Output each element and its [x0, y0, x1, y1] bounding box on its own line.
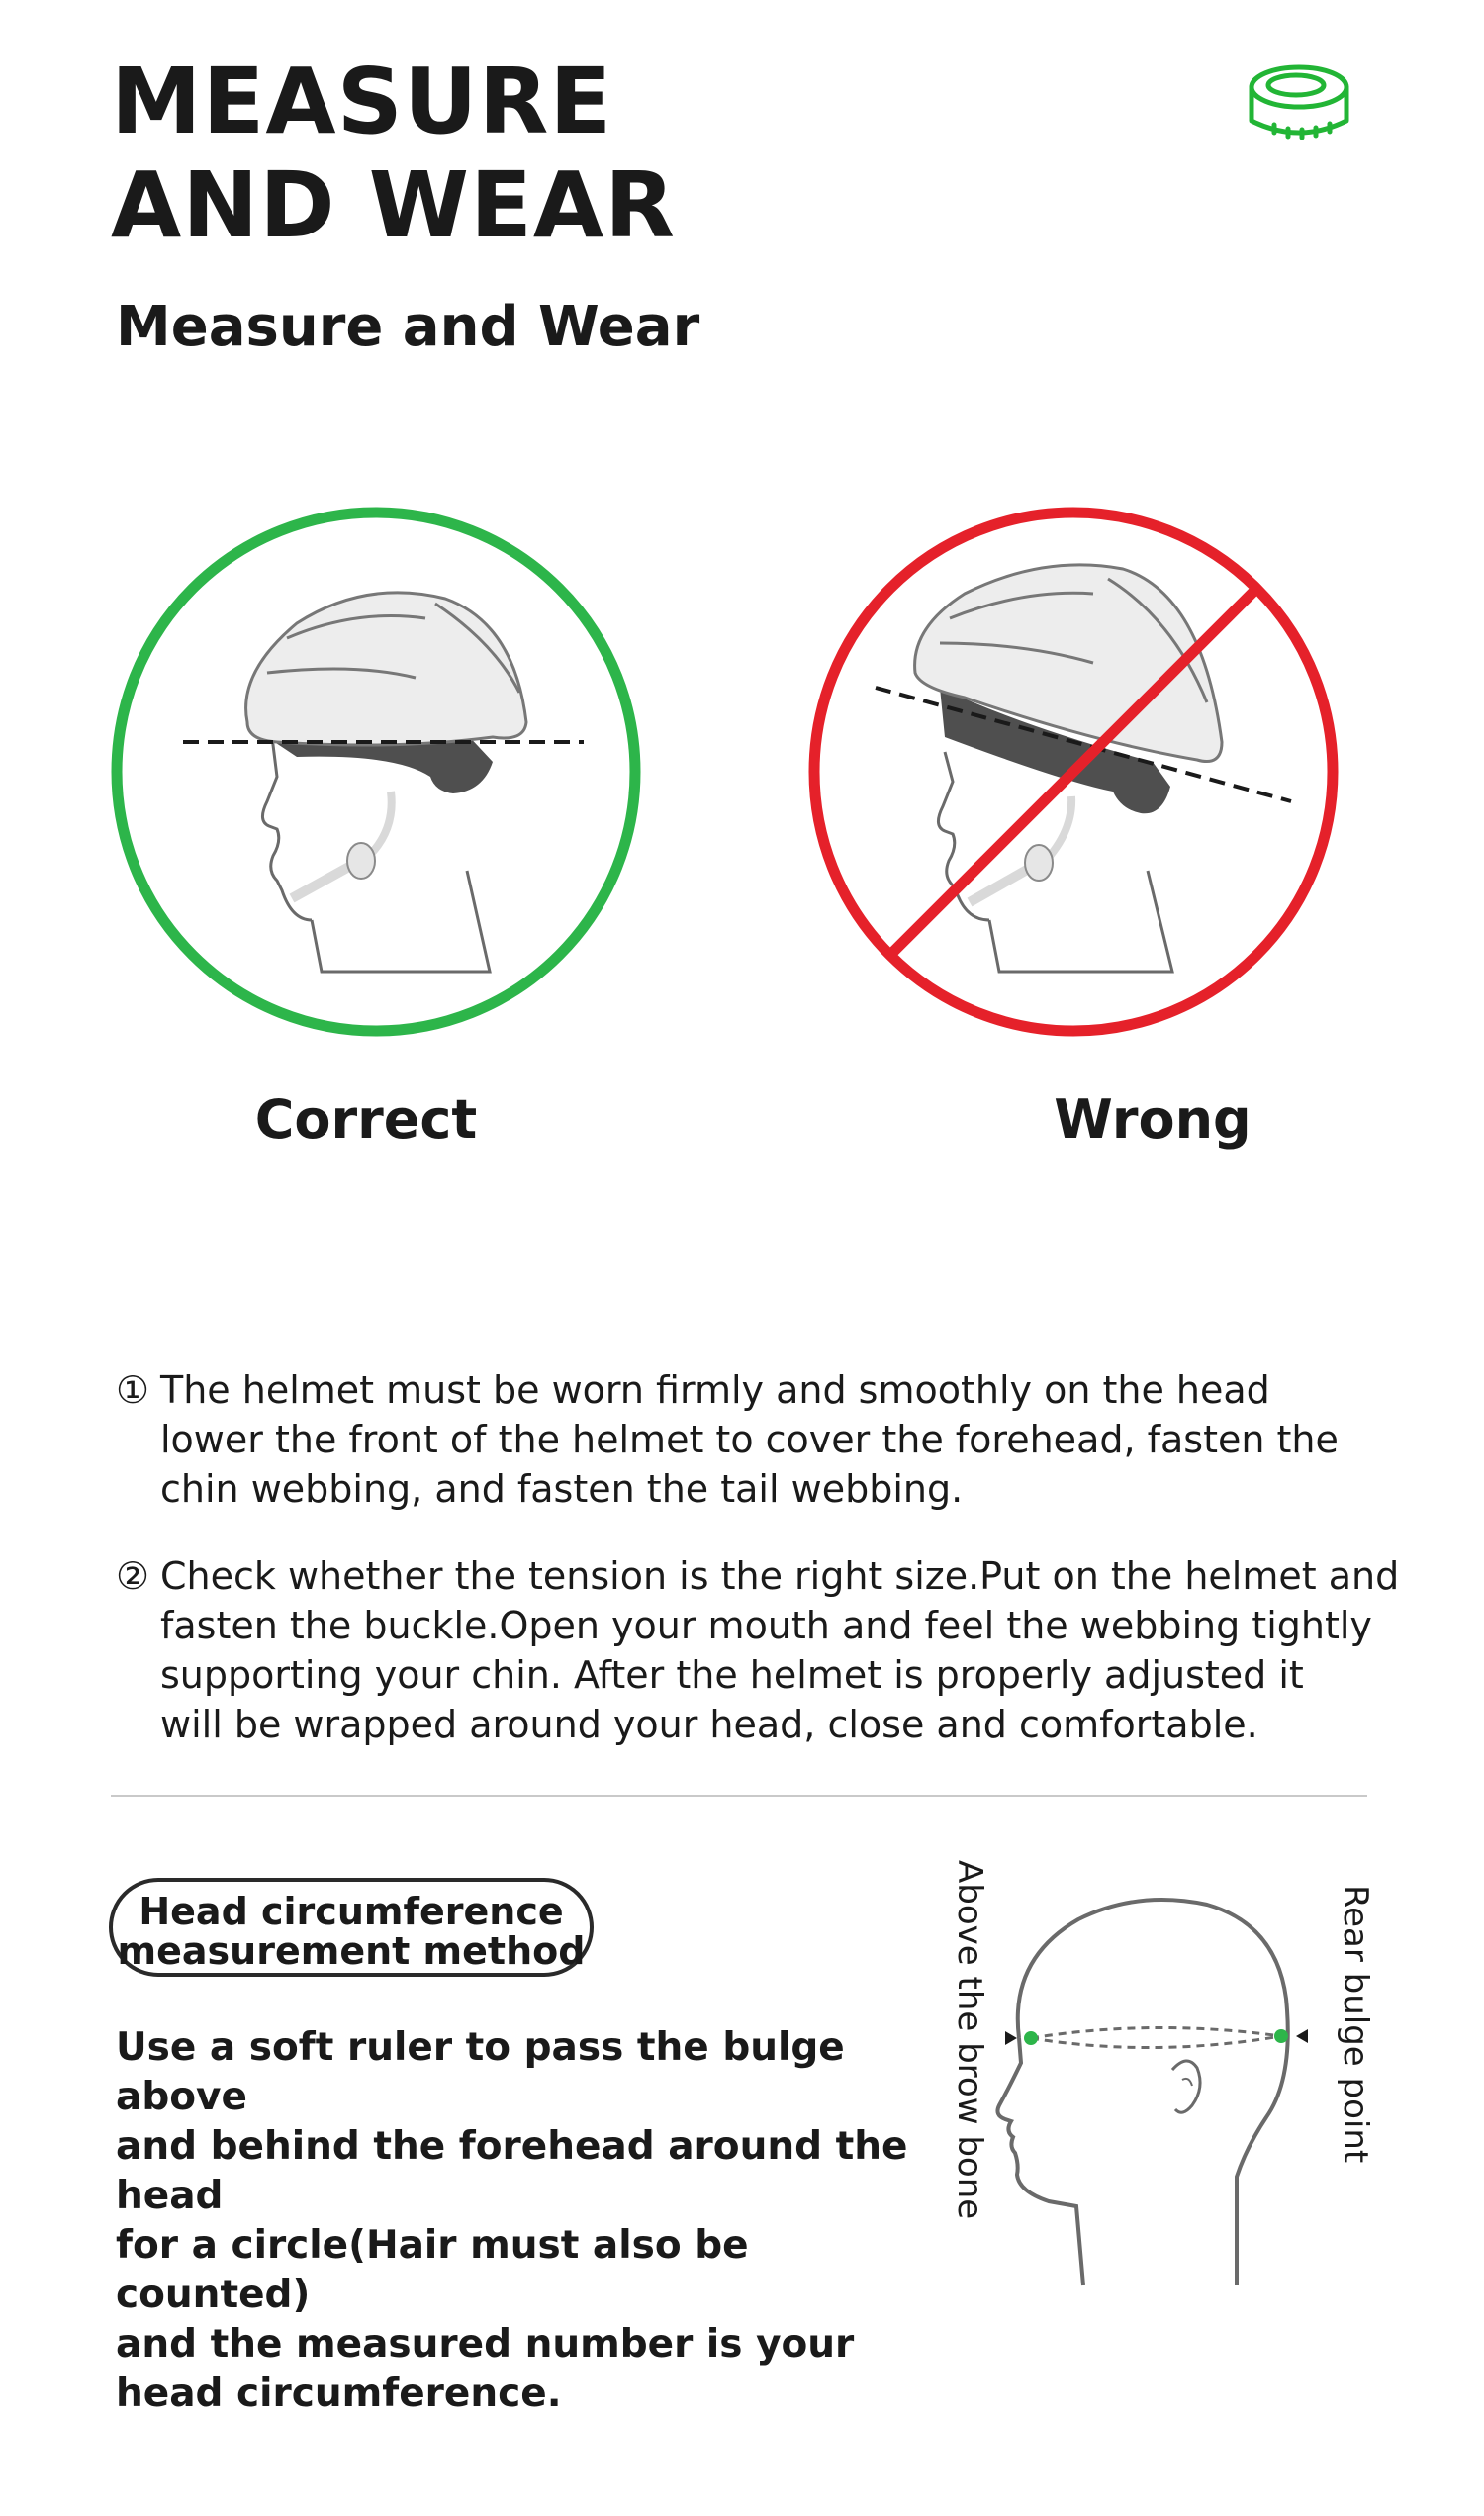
head-measurement-diagram [940, 1850, 1385, 2295]
page-subtitle: Measure and Wear [116, 295, 700, 359]
instruction-1-marker: ① [116, 1368, 150, 1412]
instruction-2 [116, 1551, 1422, 1749]
badge-line-2: measurement method [117, 1929, 586, 1973]
instruction-2-line-1: Check whether the tension is the right size.Put on the helmet and [160, 1554, 1400, 1598]
front-point-marker [1024, 2031, 1038, 2045]
rear-bulge-label: Rear bulge point [1336, 1885, 1375, 2164]
rear-arrow-icon [1296, 2029, 1308, 2043]
instruction-2-line-2: fasten the buckle.Open your mouth and feel the webbing tightly [160, 1604, 1372, 1647]
correct-helmet-illustration [99, 495, 653, 1049]
instruction-2-line-4: will be wrapped around your head, close and comfortable. [160, 1703, 1258, 1746]
page-title [111, 49, 676, 257]
rear-point-marker [1274, 2029, 1288, 2043]
instruction-1-line-2: lower the front of the helmet to cover the forehead, fasten the [160, 1418, 1339, 1461]
measurement-text-line-4: and the measured number is your [116, 2322, 855, 2367]
measurement-text-line-1: Use a soft ruler to pass the bulge above [116, 2025, 845, 2119]
brow-bone-label: Above the brow bone [950, 1860, 989, 2220]
measurement-text-line-3: for a circle(Hair must also be counted) [116, 2223, 749, 2317]
instruction-1-line-3: chin webbing, and fasten the tail webbing. [160, 1467, 964, 1511]
instruction-1 [116, 1365, 1422, 1514]
correct-ring [117, 513, 635, 1031]
measurement-text-line-2: and behind the forehead around the head [116, 2124, 908, 2218]
front-arrow-icon [1005, 2031, 1017, 2045]
measurement-method-badge [109, 1878, 594, 1977]
title-line-1: MEASURE [111, 48, 613, 154]
wrong-helmet-illustration [796, 495, 1350, 1049]
instruction-2-line-3: supporting your chin. After the helmet is properly adjusted it [160, 1653, 1304, 1697]
title-line-2: AND WEAR [111, 152, 676, 258]
correct-label: Correct [254, 1088, 478, 1151]
measurement-text-line-5: head circumference. [116, 2372, 562, 2416]
section-divider [111, 1795, 1367, 1797]
measurement-instructions [116, 2023, 947, 2419]
tape-measure-icon [1245, 59, 1353, 148]
instruction-2-marker: ② [116, 1554, 150, 1598]
instruction-1-line-1: The helmet must be worn firmly and smoothly on the head [160, 1368, 1270, 1412]
badge-line-1: Head circumference [139, 1890, 564, 1933]
wrong-label: Wrong [1054, 1088, 1252, 1151]
